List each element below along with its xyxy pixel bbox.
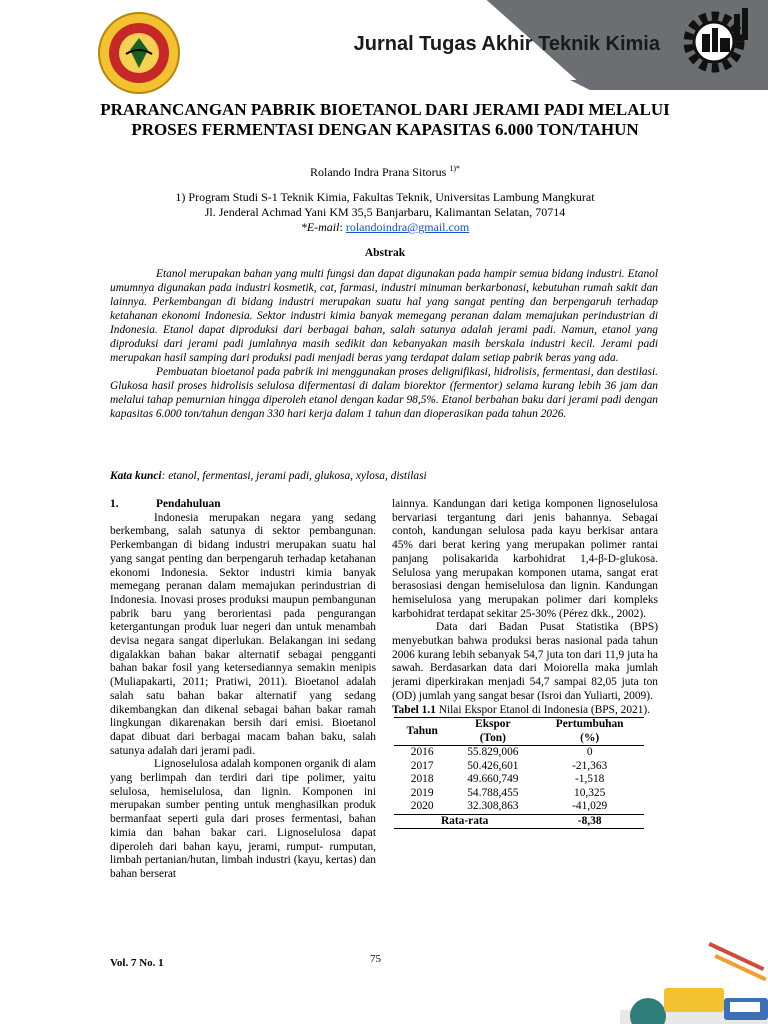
right-paragraph-2: Data dari Badan Pusat Statistika (BPS) menyebutkan bahwa produksi beras nasional pada tahun 2006 kurang lebih sebanyak 54,7 juta ton dari 11,9 juta ha sawah. Berdasarkan data dari Moiorella maka jumlah jerami diperkirakan menjadi 54,7 sampai 82,05 juta ton (OD) jumlah yang sangat besar (Isroi dan Yuliarti, 2009). bbox=[392, 621, 658, 702]
avg-label: Rata-rata bbox=[394, 814, 535, 829]
avg-value: -8,38 bbox=[535, 814, 644, 829]
cell-export: 54.788,455 bbox=[467, 786, 519, 799]
email-label: *E-mail bbox=[300, 220, 340, 234]
author-superscript: 1)* bbox=[449, 164, 460, 173]
header-tahun: Tahun bbox=[394, 718, 450, 746]
table-caption bbox=[392, 704, 658, 718]
cell-growth: 0 bbox=[586, 746, 593, 759]
table-row bbox=[394, 800, 644, 814]
cell-year: 2020 bbox=[410, 800, 434, 813]
keywords-label: Kata kunci bbox=[110, 470, 162, 482]
table-caption-text: Nilai Ekspor Etanol di Indonesia (BPS, 2021). bbox=[435, 703, 651, 716]
author-name: Rolando Indra Prana Sitorus bbox=[310, 165, 447, 179]
cell-export: 50.426,601 bbox=[467, 759, 519, 772]
left-paragraph-2: Lignoselulosa adalah komponen organik di alam yang berlimpah dan terdiri dari tipe polimer, yaitu selulosa, hemiselulosa, dan lignin. Komponen ini merupakan sumber penting untuk menghasilkan produk bermanfaat seperti gula dari proses fermentasi, bahan kimia dan bahan bakar cari. Lignoselulosa dapat diperoleh dari bahan kayu, jerami, rumput- rumputan, limbah pertanian/hutan, limbah industri (kayu, kertas) dan bahan berserat bbox=[110, 758, 376, 880]
footer-volume: Vol. 7 No. 1 bbox=[110, 957, 164, 969]
header-gray-accent bbox=[570, 80, 768, 90]
author-line bbox=[95, 164, 675, 180]
cell-year: 2016 bbox=[410, 746, 434, 759]
email-link[interactable]: rolandoindra@gmail.com bbox=[345, 220, 470, 234]
table-row bbox=[394, 773, 644, 787]
keywords-line bbox=[110, 470, 658, 482]
cell-growth: 10,325 bbox=[574, 786, 606, 799]
affiliation-1: 1) Program Studi S-1 Teknik Kimia, Fakultas Teknik, Universitas Lambung Mangkurat bbox=[175, 190, 595, 204]
right-paragraph-1: lainnya. Kandungan dari ketiga komponen lignoselulosa bervariasi tergantung dari jenis bahannya. Sebagai contoh, kandungan selulosa pada kayu berkisar antara 45% dari berat kering yang merupakan polimer rantai panjang polisakarida karbohidrat 1,4-β-D-glukosa. Selulosa yang merupakan komponen utama, sangat erat berasosiasi dengan hemiselulosa dan lignin. Kandungan hemiselulosa yang merupakan polimer dari kompleks karbohidrat terdapat sekitar 25-30% (Pérez dkk., 2002). bbox=[392, 498, 658, 620]
header-ekspor-unit: (Ton) bbox=[450, 732, 535, 746]
left-column bbox=[110, 498, 376, 882]
table-row bbox=[394, 787, 644, 801]
chemical-engineering-gear-logo bbox=[678, 4, 758, 76]
section-title: Pendahuluan bbox=[156, 498, 221, 510]
abstract-body bbox=[110, 267, 658, 421]
cell-year: 2017 bbox=[410, 759, 434, 772]
abstract-heading: Abstrak bbox=[364, 247, 406, 259]
abstract-paragraph-1: Etanol merupakan bahan yang multi fungsi dan dapat digunakan pada hampir semua bidang industri. Etanol umumnya digunakan pada industri kosmetik, cat, farmasi, industri minuman berkarbonasi, kebutuhan rumah sakit dan lainnya. Perkembangan di bidang industri merupakan suatu hal yang sangat penting dan berpengaruh terhadap ketahanan ekonomi Indonesia. Sektor industri kimia banyak memegang peranan dalam memajukan perindustrian di Indonesia. Etanol dapat diproduksi dari berbagai bahan, salah satunya adalah jerami padi. Namun, etanol yang diproduksi dari jerami padi jumlahnya masih sedikit dan kebanyakan masih berskala industri kecil. Jerami padi merupakan hasil samping dari produksi padi menjadi beras yang terdapat dalam setiap pabrik beras yang ada. bbox=[110, 268, 658, 364]
cell-year: 2018 bbox=[410, 773, 434, 786]
table-caption-label: Tabel 1.1 bbox=[392, 703, 436, 716]
section-heading bbox=[110, 498, 376, 512]
table-row bbox=[394, 746, 644, 760]
journal-title: Jurnal Tugas Akhir Teknik Kimia bbox=[353, 33, 660, 55]
university-logo bbox=[96, 10, 182, 96]
keywords-text: : etanol, fermentasi, jerami padi, glukosa, xylosa, distilasi bbox=[161, 470, 427, 482]
header-pertumbuhan-unit: (%) bbox=[535, 732, 644, 746]
cell-export: 55.829,006 bbox=[467, 746, 519, 759]
export-table bbox=[394, 717, 644, 829]
footer-page-number: 75 bbox=[370, 953, 381, 965]
abstract-paragraph-2: Pembuatan bioetanol pada pabrik ini menggunakan proses delignifikasi, hidrolisis, fermentasi, dan destilasi. Glukosa hasil proses hidrolisis selulosa difermentasi di dalam biorektor (fermentor) selama kurang lebih 36 jam dan melalui tahap pemurnian hingga diperoleh etanol dengan kadar 98,5%. Etanol berbahan baku dari jerami padi dengan kapasitas 6.000 ton/tahun dengan 330 hari kerja dalam 1 tahun dan dioperasikan pada tahun 2026. bbox=[110, 366, 658, 420]
table-average-row bbox=[394, 814, 644, 829]
right-column bbox=[392, 498, 658, 829]
header-ekspor: Ekspor bbox=[450, 718, 535, 732]
affiliation-2: Jl. Jenderal Achmad Yani KM 35,5 Banjarbaru, Kalimantan Selatan, 70714 bbox=[204, 205, 566, 219]
email-line: *E-mail: rolandoindra@gmail.com bbox=[300, 220, 470, 234]
table-row bbox=[394, 760, 644, 774]
cell-export: 32.308,863 bbox=[467, 800, 519, 813]
cell-export: 49.660,749 bbox=[467, 773, 519, 786]
cell-year: 2019 bbox=[410, 786, 434, 799]
cell-growth: -1,518 bbox=[574, 773, 605, 786]
affiliation-block bbox=[95, 190, 675, 235]
section-number: 1. bbox=[110, 498, 119, 510]
cell-growth: -21,363 bbox=[572, 759, 608, 772]
cell-growth: -41,029 bbox=[572, 800, 608, 813]
left-paragraph-1: Indonesia merupakan negara yang sedang berkembang, salah satunya di sektor pembangunan. Perkembangan di bidang industri merupakan suatu hal yang sangat penting dan berpengaruh terhadap ketahanan ekonomi Indonesia. Sektor industri kimia banyak memegang peranan dalam memajukan perindustrian di Indonesia. Inovasi proses produksi maupun pembangunan pabrik baru yang berorientasi pada pengurangan ketergantungan produk luar negeri dan untuk menambah devisa negara sangat diperlukan. Belakangan ini sedang digalakkan bahan bakar alternatif sebagai pengganti bahan bakar fosil yang ketersediannya semakin menipis (Muliapakarti, 2011; Pratiwi, 2011). Bioetanol adalah salah satu bahan bakar alternatif yang sedang dikembangkan dan dikenal sebagai bahan bakar ramah lingkungan dikarenakan bersih dari emisi. Bioetanol dapat dibuat dari berbagai macam bahan baku, salah satunya adalah dari jerami padi. bbox=[110, 511, 376, 757]
desk-decoration-illustration bbox=[620, 940, 768, 1024]
header-pertumbuhan: Pertumbuhan bbox=[535, 718, 644, 732]
paper-title: PRARANCANGAN PABRIK BIOETANOL DARI JERAMI PADI MELALUI PROSES FERMENTASI DENGAN KAPASITAS 6.000 TON/TAHUN bbox=[100, 100, 670, 139]
